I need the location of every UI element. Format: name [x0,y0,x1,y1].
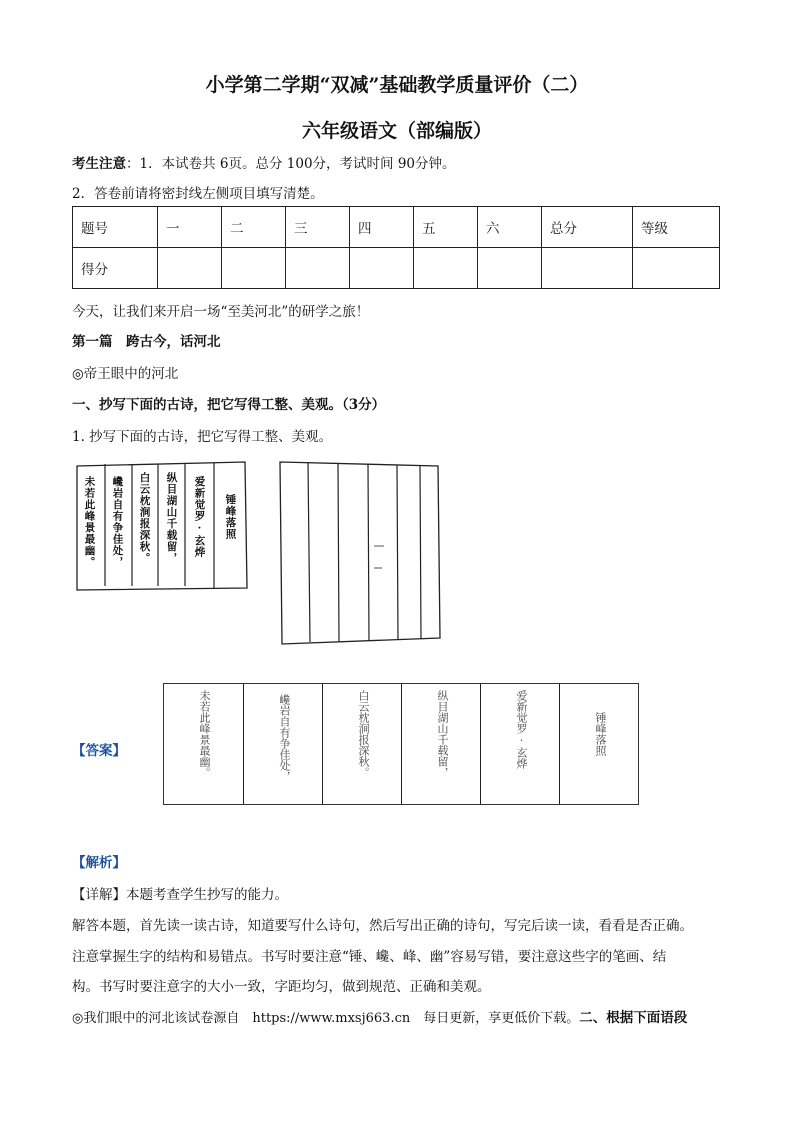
column-divider [322,684,323,804]
score-cell[interactable] [158,248,222,289]
detail-text: 本题考查学生抄写的能力。 [126,887,288,903]
table-header-cell: 三 [286,207,350,248]
notice-text-1: ：1．本试卷共 6页。总分 100分，考试时间 90分钟。 [126,156,456,172]
footer-next-section: 二、根据下面语段 [579,1010,688,1026]
notice-line-2: 2．答卷前请将密封线左侧项目填写清楚。 [72,186,324,202]
exam-subtitle: 六年级语文（部编版） [301,120,492,142]
score-table-score-row [73,248,720,289]
poem-column: 未若此峰景最幽。 [83,476,96,568]
table-row-label: 得分 [73,248,158,289]
notice-line-1 [72,152,456,172]
answer-scroll [163,683,639,805]
analysis-label: 【解析】 [72,855,126,871]
table-header-cell: 一 [158,207,222,248]
answer-column: 未若此峰景最幽。 [198,690,211,778]
table-header-cell: 二 [222,207,286,248]
answer-column: 爱新觉罗·玄烨 [515,690,528,769]
table-header-cell: 五 [414,207,478,248]
score-table-header-row [73,207,720,248]
answer-label: 【答案】 [72,743,126,759]
poem-column: 爱新觉罗·玄烨 [193,476,206,558]
footer-line [72,1006,687,1026]
answer-column: 锤峰落照 [594,712,607,756]
poem-column: 纵目湖山千载留， [165,472,178,564]
q1-heading: 一、抄写下面的古诗，把它写得工整、美观。（3分） [72,397,386,413]
blank-writing-scroll[interactable] [270,458,450,648]
score-cell[interactable] [286,248,350,289]
score-cell[interactable] [414,248,478,289]
score-cell[interactable] [633,248,720,289]
poem-scroll [75,460,255,595]
poem-column: 锤峰落照 [224,494,237,540]
footer-text: ◎我们眼中的河北该试卷源自 https://www.mxsj663.cn 每日更新，享更低价下载。 [72,1011,580,1026]
notice-label: 考生注意 [72,156,126,172]
analysis-line: 构。书写时要注意字的大小一致，字距均匀，做到规范、正确和美观。 [72,979,491,995]
intro-text: 今天，让我们来开启一场“至美河北”的研学之旅！ [72,304,370,320]
score-cell[interactable] [542,248,633,289]
exam-title: 小学第二学期“双减”基础教学质量评价（二） [205,74,589,96]
q1-prompt: 1. 抄写下面的古诗，把它写得工整、美观。 [72,429,333,445]
detail-label: 【详解】 [72,887,126,903]
table-header-cell: 题号 [73,207,158,248]
table-header-cell: 四 [350,207,414,248]
answer-column: 纵目湖山千载留， [436,690,449,778]
detail-line [72,883,288,903]
table-header-cell: 等级 [633,207,720,248]
score-cell[interactable] [478,248,542,289]
analysis-line: 解答本题，首先读一读古诗，知道要写什么诗句，然后写出正确的诗句，写完后读一读，看看是否正确。 [72,918,693,934]
column-divider [480,684,481,804]
analysis-line: 注意掌握生字的结构和易错点。书写时要注意“锤、巉、峰、幽”容易写错，要注意这些字的笔画、结 [72,949,667,965]
column-divider [559,684,560,804]
answer-column: 白云枕涧报深秋。 [357,690,370,778]
table-header-cell: 总分 [542,207,633,248]
table-header-cell: 六 [478,207,542,248]
poem-column: 白云枕涧报深秋。 [138,472,151,564]
score-cell[interactable] [350,248,414,289]
column-divider [401,684,402,804]
score-table [72,206,720,289]
column-divider [243,684,244,804]
score-cell[interactable] [222,248,286,289]
sub-heading: ◎帝王眼中的河北 [72,366,179,382]
answer-column: 巉岩自有争佳处， [278,694,291,782]
part1-title: 第一篇 跨古今，话河北 [72,334,221,350]
poem-column: 巉岩自有争佳处， [111,476,124,568]
